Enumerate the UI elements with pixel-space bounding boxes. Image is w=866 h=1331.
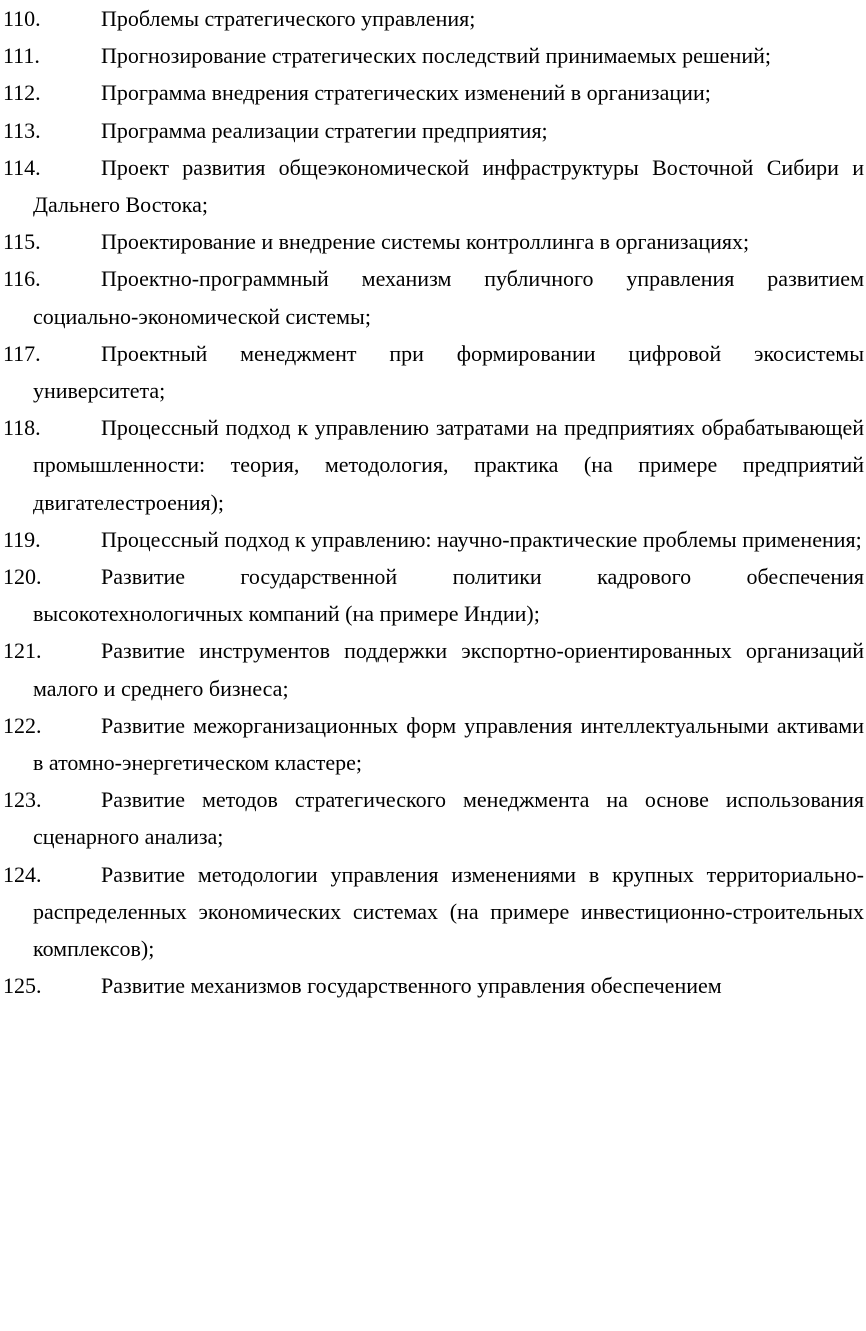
item-number: 125. <box>3 973 42 999</box>
item-number: 112. <box>3 80 41 106</box>
item-text: Развитие межорганизационных форм управления интеллектуальными активами в атомно-энергетическом кластере; <box>33 712 864 776</box>
list-item <box>3 967 864 1004</box>
list-item <box>3 335 864 409</box>
list-item <box>3 632 864 706</box>
item-text: Развитие инструментов поддержки экспортно-ориентированных организаций малого и среднего бизнеса; <box>33 638 864 701</box>
list-item <box>3 149 864 223</box>
list-item <box>3 409 864 521</box>
list-item <box>3 223 864 260</box>
item-text: Развитие механизмов государственного управления обеспечением <box>101 973 722 999</box>
item-text: Проектно-программный механизм публичного управления развитием социально-экономической системы; <box>33 266 864 329</box>
item-text: Процессный подход к управлению затратами на предприятиях обрабатывающей промышленности: теория, методология, практика (на примере предприятий двигателестроения); <box>33 415 864 515</box>
item-number: 124. <box>3 861 42 887</box>
item-text: Проектный менеджмент при формировании цифровой экосистемы университета; <box>33 340 864 404</box>
item-number: 110. <box>3 6 41 31</box>
list-item <box>3 707 864 781</box>
item-text: Развитие методологии управления изменениями в крупных территориально-распределенных экономических системах (на примере инвестиционно-строительных комплексов); <box>33 861 864 962</box>
item-text: Программа реализации стратегии предприятия; <box>101 117 548 143</box>
item-number: 114. <box>3 154 41 180</box>
item-number: 121. <box>3 638 42 664</box>
list-item <box>3 781 864 855</box>
list-item <box>3 260 864 334</box>
list-item <box>3 37 864 74</box>
list-item <box>3 558 864 632</box>
item-number: 119. <box>3 526 41 552</box>
item-text: Проблемы стратегического управления; <box>101 6 476 31</box>
item-number: 122. <box>3 712 42 738</box>
item-text: Проект развития общеэкономической инфраструктуры Восточной Сибири и Дальнего Востока; <box>33 154 864 218</box>
list-item <box>3 74 864 111</box>
list-item <box>3 112 864 149</box>
item-text: Проектирование и внедрение системы контроллинга в организациях; <box>101 229 750 255</box>
item-number: 113. <box>3 117 41 143</box>
item-number: 111. <box>3 43 40 69</box>
item-text: Прогнозирование стратегических последствий принимаемых решений; <box>101 43 771 69</box>
item-text: Развитие методов стратегического менеджмента на основе использования сценарного анализа; <box>33 787 864 850</box>
list-item <box>3 521 864 558</box>
item-text: Процессный подход к управлению: научно-практические проблемы применения; <box>101 526 862 552</box>
topic-list <box>3 0 864 1004</box>
list-item <box>3 856 864 968</box>
item-number: 123. <box>3 787 42 813</box>
list-item <box>3 0 864 37</box>
item-number: 118. <box>3 415 41 441</box>
item-number: 116. <box>3 266 41 292</box>
item-number: 115. <box>3 229 41 255</box>
item-text: Программа внедрения стратегических изменений в организации; <box>101 80 711 106</box>
item-text: Развитие государственной политики кадрового обеспечения высокотехнологичных компаний (на примере Индии); <box>33 564 864 627</box>
item-number: 117. <box>3 340 41 366</box>
item-number: 120. <box>3 564 42 590</box>
